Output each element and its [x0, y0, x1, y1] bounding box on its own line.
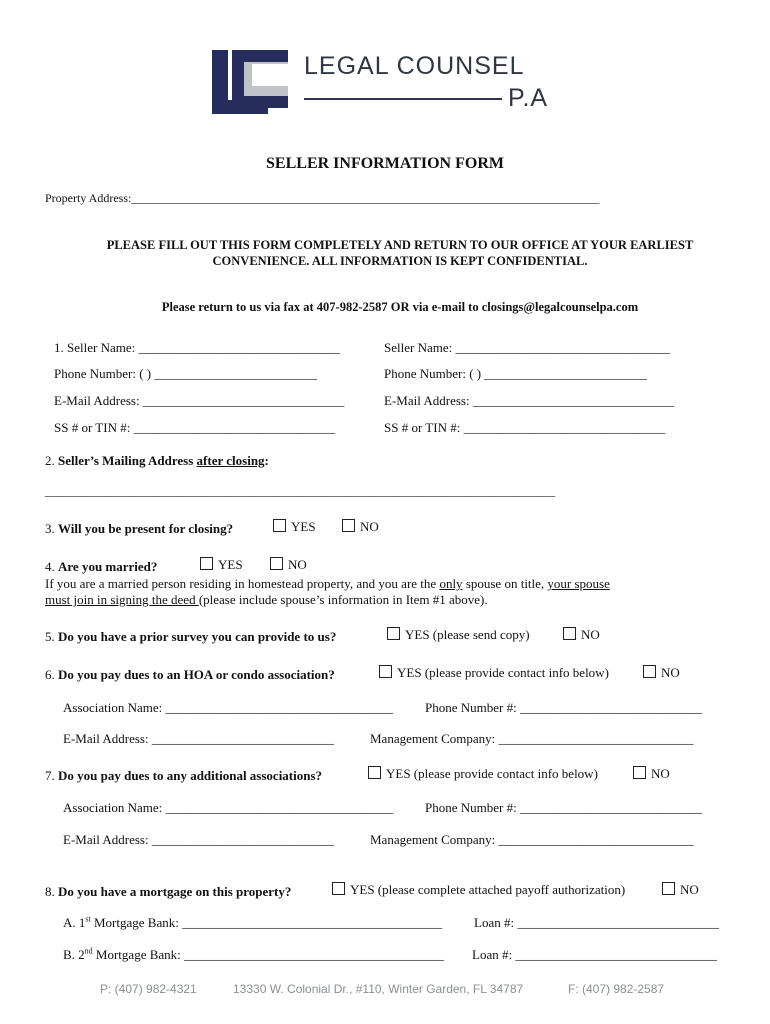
q4-note-line-1: [45, 576, 610, 592]
instructions-line-2: CONVENIENCE. ALL INFORMATION IS KEPT CONFIDENTIAL.: [212, 254, 588, 268]
q6-yes-option[interactable]: [379, 665, 609, 681]
q4-yes-option[interactable]: [200, 557, 243, 573]
q6-email-field[interactable]: E-Mail Address: ____________________________: [63, 731, 334, 746]
first-mortgage-sup: st: [85, 914, 91, 924]
question-6: [45, 667, 335, 683]
checkbox-icon[interactable]: [662, 882, 675, 895]
question-5: [45, 629, 336, 645]
q3-yes-option[interactable]: [273, 519, 316, 535]
question-2-colon: :: [264, 453, 269, 468]
q4-note-your-spouse: your spouse: [547, 576, 610, 591]
logo-text-pa: P.A: [508, 84, 549, 112]
seller-1-ssn-field[interactable]: SS # or TIN #: _______________________________: [54, 420, 336, 435]
q7-no-label: NO: [651, 766, 670, 781]
seller-2-email-field[interactable]: E-Mail Address: _______________________________: [384, 393, 675, 408]
q7-phone-field[interactable]: Phone Number #: ____________________________: [425, 800, 702, 815]
question-5-number: 5.: [45, 629, 55, 644]
footer-fax: F: (407) 982-2587: [568, 982, 665, 996]
seller-1-email-field[interactable]: E-Mail Address: _______________________________: [54, 393, 345, 408]
seller-2-phone-field[interactable]: Phone Number: ( ) _________________________: [384, 366, 647, 381]
q7-management-company-field[interactable]: Management Company: ______________________________: [370, 832, 694, 847]
checkbox-icon[interactable]: [273, 519, 286, 532]
question-8-number: 8.: [45, 884, 55, 899]
checkbox-icon[interactable]: [387, 627, 400, 640]
q4-note-text-3: (please include spouse’s information in Item #1 above).: [198, 592, 488, 607]
return-note: Please return to us via fax at 407-982-2587 OR via e-mail to closings@legalcounselpa.com: [161, 300, 639, 314]
question-3-label: Will you be present for closing?: [58, 521, 234, 536]
checkbox-icon[interactable]: [332, 882, 345, 895]
question-6-number: 6.: [45, 667, 55, 682]
second-mortgage-sup: nd: [84, 946, 93, 956]
q4-note-text-2: spouse on title,: [462, 576, 548, 591]
question-4-label: Are you married?: [58, 559, 158, 574]
checkbox-icon[interactable]: [633, 766, 646, 779]
question-8: [45, 884, 291, 900]
q5-no-option[interactable]: [563, 627, 600, 643]
instructions-line-1: PLEASE FILL OUT THIS FORM COMPLETELY AND RETURN TO OUR OFFICE AT YOUR EARLIEST: [106, 238, 694, 252]
q6-association-name-field[interactable]: Association Name: ___________________________________: [63, 700, 394, 715]
checkbox-icon[interactable]: [200, 557, 213, 570]
question-7-number: 7.: [45, 768, 55, 783]
q7-email-field[interactable]: E-Mail Address: ____________________________: [63, 832, 334, 847]
q8-no-option[interactable]: [662, 882, 699, 898]
q3-no-label: NO: [360, 519, 379, 534]
seller-1-name-field[interactable]: 1. Seller Name: _______________________________: [54, 340, 340, 355]
first-mortgage-prefix: A. 1: [63, 915, 86, 930]
q4-note-must-join: must join in signing the deed: [45, 592, 199, 607]
q7-no-option[interactable]: [633, 766, 670, 782]
question-7: [45, 768, 322, 784]
seller-2-name-field[interactable]: Seller Name: _________________________________: [384, 340, 670, 355]
mailing-address-field[interactable]: _____________________________________________________________________________________: [45, 484, 555, 498]
question-5-label: Do you have a prior survey you can provide to us?: [58, 629, 337, 644]
second-mortgage-bank-field[interactable]: [63, 947, 444, 963]
q7-association-name-field[interactable]: Association Name: ___________________________________: [63, 800, 394, 815]
checkbox-icon[interactable]: [342, 519, 355, 532]
q4-note-text: If you are a married person residing in homestead property, and you are the: [45, 576, 440, 591]
question-6-label: Do you pay dues to an HOA or condo association?: [58, 667, 335, 682]
q7-yes-label: YES (please provide contact info below): [386, 766, 598, 781]
first-mortgage-loan-field[interactable]: Loan #: _______________________________: [474, 915, 719, 930]
question-2-label-underlined: after closing: [196, 453, 265, 468]
q3-yes-label: YES: [291, 519, 316, 534]
q4-no-label: NO: [288, 557, 307, 572]
footer-phone: P: (407) 982-4321: [100, 982, 197, 996]
q5-no-label: NO: [581, 627, 600, 642]
question-3: [45, 521, 233, 537]
q8-yes-label: YES (please complete attached payoff authorization): [350, 882, 626, 897]
checkbox-icon[interactable]: [379, 665, 392, 678]
property-address-field[interactable]: Property Address:______________________________________________________________________________: [45, 191, 600, 205]
checkbox-icon[interactable]: [368, 766, 381, 779]
question-8-label: Do you have a mortgage on this property?: [58, 884, 292, 899]
logo-divider: [304, 98, 502, 100]
second-mortgage-label: Mortgage Bank: ________________________________________: [92, 947, 445, 962]
second-mortgage-prefix: B. 2: [63, 947, 85, 962]
second-mortgage-loan-field[interactable]: Loan #: _______________________________: [472, 947, 717, 962]
checkbox-icon[interactable]: [643, 665, 656, 678]
q6-phone-field[interactable]: Phone Number #: ____________________________: [425, 700, 702, 715]
seller-1-phone-field[interactable]: Phone Number: ( ) _________________________: [54, 366, 317, 381]
question-2-number: 2.: [45, 453, 55, 468]
question-3-number: 3.: [45, 521, 55, 536]
q6-no-label: NO: [661, 665, 680, 680]
first-mortgage-label: Mortgage Bank: ________________________________________: [90, 915, 443, 930]
q6-management-company-field[interactable]: Management Company: ______________________________: [370, 731, 694, 746]
q6-no-option[interactable]: [643, 665, 680, 681]
q8-no-label: NO: [680, 882, 699, 897]
logo-text-legal-counsel: LEGAL COUNSEL: [304, 52, 525, 80]
q5-yes-label: YES (please send copy): [405, 627, 530, 642]
footer-address: 13330 W. Colonial Dr., #110, Winter Garden, FL 34787: [233, 982, 524, 996]
logo-mark-icon: [208, 46, 298, 118]
q4-note-only: only: [439, 576, 463, 591]
q3-no-option[interactable]: [342, 519, 379, 535]
question-7-label: Do you pay dues to any additional associations?: [58, 768, 323, 783]
checkbox-icon[interactable]: [563, 627, 576, 640]
question-2-label: Seller’s Mailing Address: [58, 453, 197, 468]
question-4: [45, 559, 157, 575]
q8-yes-option[interactable]: [332, 882, 625, 898]
company-logo: [208, 46, 558, 118]
q4-yes-label: YES: [218, 557, 243, 572]
q7-yes-option[interactable]: [368, 766, 598, 782]
first-mortgage-bank-field[interactable]: [63, 915, 442, 931]
q6-yes-label: YES (please provide contact info below): [397, 665, 609, 680]
checkbox-icon[interactable]: [270, 557, 283, 570]
seller-2-ssn-field[interactable]: SS # or TIN #: _______________________________: [384, 420, 666, 435]
form-title: SELLER INFORMATION FORM: [266, 155, 504, 172]
q5-yes-option[interactable]: [387, 627, 530, 643]
question-4-number: 4.: [45, 559, 55, 574]
q4-note-line-2: [45, 592, 488, 608]
question-2: [45, 453, 269, 469]
q4-no-option[interactable]: [270, 557, 307, 573]
